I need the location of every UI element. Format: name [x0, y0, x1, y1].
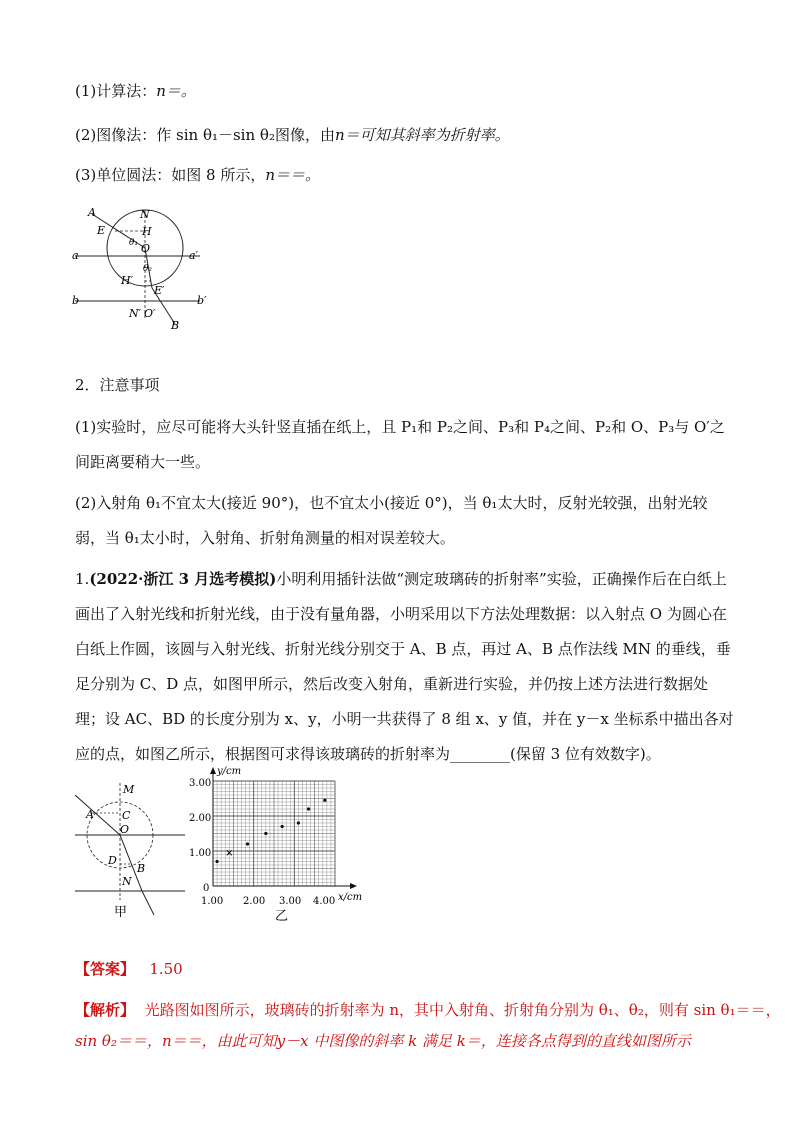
- data-point: [307, 807, 310, 810]
- x-tick-100: 1.00: [201, 896, 224, 907]
- data-point: [281, 825, 284, 828]
- method-1-formula: n＝。: [156, 82, 196, 100]
- figure-8-unit-circle: [70, 200, 220, 340]
- label-theta2: θ₂: [143, 264, 153, 274]
- label-D: D: [108, 854, 117, 867]
- x-tick-300: 3.00: [279, 896, 302, 907]
- analysis-line-1: [75, 999, 781, 1020]
- label-E-prime: E′: [154, 284, 165, 297]
- label-b-prime: b′: [197, 294, 207, 307]
- label-M: M: [123, 783, 135, 796]
- question-text: 小明利用插针法做“测定玻璃砖的折射率”实验，正确操作后在白纸上画出了入射光线和折射光线，由于没有量角器，小明采用以下方法处理数据：以入射点 O 为圆心在白纸上作圆，该圆与入射光线、折射光线分别交于 A、B 点，再过 A、B 点作法线 MN 的垂线，垂足分别为 C、D 点，如图甲所示，然后改变入射角，重新进行实验，并仍按上述方法进行数据处理；设 AC、BD 的长度分别为 x、y，小明一共获得了 8 组 x、y 值，并在 y－x 坐标系中描出各对应的点，如图乙所示，根据图可求得该玻璃砖的折射率为________(保留 3 位有效数字)。: [75, 570, 734, 763]
- label-B: B: [137, 862, 146, 875]
- y-tick-0: 0: [203, 883, 210, 894]
- label-O: O: [141, 242, 151, 255]
- incident-ray: [75, 795, 120, 835]
- chart-grid: [213, 781, 335, 886]
- method-2-formula: n＝可知其斜率为折射率。: [334, 126, 510, 144]
- method-3-formula: n＝＝。: [265, 166, 321, 184]
- question-source: (2022·浙江 3 月选考模拟): [89, 570, 277, 588]
- label-b: b: [72, 294, 80, 307]
- method-1-label: (1)计算法：: [75, 82, 157, 100]
- question-1: [75, 562, 735, 772]
- label-N-prime: N′: [129, 307, 142, 320]
- data-point: [323, 799, 326, 802]
- y-axis-arrow: [210, 767, 216, 774]
- answer-label: 【答案】: [75, 960, 136, 978]
- y-tick-300: 3.00: [189, 778, 212, 789]
- method-2-label: (2)图像法：作 sin θ₁－sin θ₂图像，由: [75, 126, 335, 144]
- label-a-prime: a′: [189, 249, 199, 262]
- label-N: N: [140, 208, 150, 221]
- analysis-line-2: [75, 1030, 691, 1051]
- x-axis-label: x/cm: [338, 892, 363, 903]
- label-O: O: [120, 823, 130, 836]
- method-3: [75, 164, 320, 185]
- note-2: (2)入射角 θ₁不宜太大(接近 90°)，也不宜太小(接近 0°)，当 θ₁太大时，反射光较强，出射光较弱，当 θ₁太小时，入射角、折射角测量的相对误差较大。: [75, 494, 708, 547]
- analysis-text-2: sin θ₂＝＝，n＝＝，由此可知y－x 中图像的斜率 k 满足 k＝，连接各点得到的直线如图所示: [75, 1032, 691, 1050]
- y-axis-label: y/cm: [217, 766, 242, 777]
- label-H: H: [142, 225, 152, 238]
- y-tick-100: 1.00: [189, 848, 212, 859]
- answer-value: 1.50: [149, 960, 183, 978]
- label-A: A: [86, 808, 94, 821]
- caption-jia: 甲: [114, 905, 128, 920]
- label-A: A: [88, 206, 96, 219]
- label-H-prime: H′: [121, 274, 134, 287]
- label-theta1: θ₁: [129, 238, 139, 248]
- caption-yi: 乙: [275, 909, 289, 924]
- analysis-text-1: 光路图如图所示，玻璃砖的折射率为 n，其中入射角、折射角分别为 θ₁、θ₂，则有 sin θ₁＝＝，: [144, 1001, 781, 1019]
- data-point: [264, 832, 267, 835]
- method-1: [75, 80, 196, 101]
- data-point: [246, 842, 249, 845]
- section-2-title: 2．注意事项: [75, 376, 160, 394]
- method-2: [75, 124, 510, 145]
- label-C: C: [122, 809, 131, 822]
- data-point: [297, 821, 300, 824]
- y-tick-200: 2.00: [189, 813, 212, 824]
- figure-jia: [70, 775, 190, 920]
- figure-yi-chart: [189, 765, 370, 925]
- x-axis-arrow: [350, 883, 357, 889]
- label-E: E: [97, 224, 106, 237]
- label-a: a: [72, 249, 79, 262]
- analysis-label: 【解析】: [75, 1001, 136, 1019]
- answer-line: [75, 958, 183, 979]
- label-O-prime: O′: [144, 307, 156, 320]
- x-tick-200: 2.00: [243, 896, 266, 907]
- chart-points: [215, 799, 326, 863]
- data-point: [215, 860, 218, 863]
- method-3-label: (3)单位圆法：如图 8 所示，: [75, 166, 266, 184]
- note-1: (1)实验时，应尽可能将大头针竖直插在纸上，且 P₁和 P₂之间、P₃和 P₄之间、P₂和 O、P₃与 O′之间距离要稍大一些。: [75, 418, 725, 471]
- x-tick-400: 4.00: [313, 896, 336, 907]
- label-B: B: [171, 319, 180, 332]
- emergent-ray: [142, 891, 154, 915]
- label-N: N: [122, 875, 132, 888]
- question-number: 1.: [75, 570, 90, 588]
